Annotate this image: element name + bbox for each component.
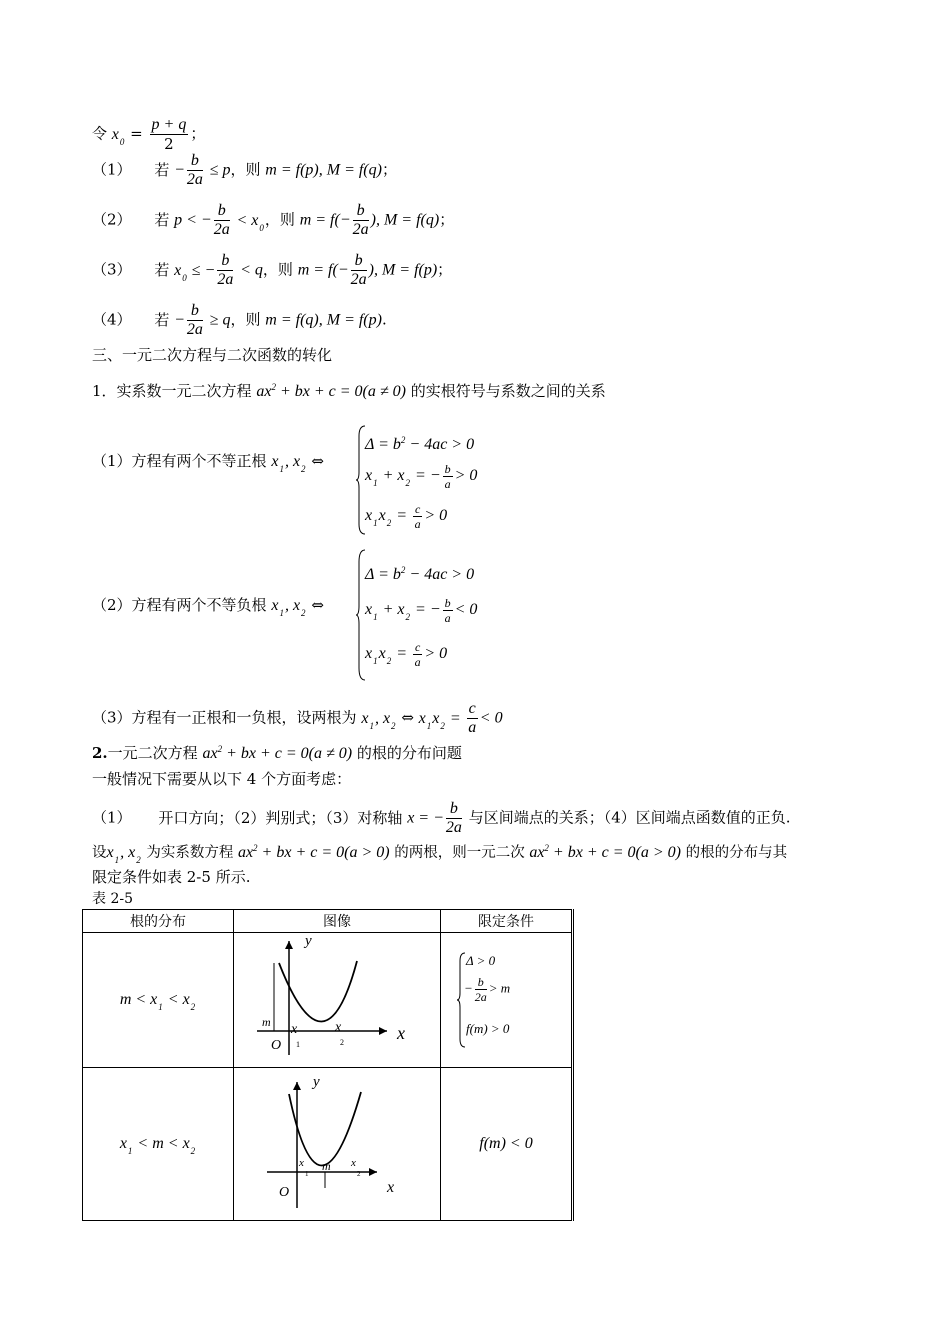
svg-text:x: x bbox=[397, 1023, 405, 1043]
svg-text:2: 2 bbox=[357, 1170, 361, 1178]
root-distribution-intro: 设$x_1$, $x_2$ 为实系数方程 $ax^2$ + bx + c = 0(a > 0) 的两根，则一元二次 $ax^2$ + bx + c = 0(a > 0) 的根的分布与其 bbox=[92, 843, 788, 865]
text-let: 令 bbox=[92, 124, 108, 143]
system-negative-roots: $\Delta = b^2 - 4ac > 0$ $x_1 + x_2$ = − $\frac{b}{a}$ < 0 $x_1x_2$ = $\frac{c}{a}$ > 0 bbox=[355, 548, 515, 682]
table-row bbox=[83, 933, 573, 1068]
svg-text:x: x bbox=[351, 1157, 356, 1169]
svg-text:m: m bbox=[322, 1159, 331, 1173]
table-row bbox=[83, 1068, 573, 1221]
svg-text:1: 1 bbox=[296, 1040, 300, 1049]
svg-text:1: 1 bbox=[305, 1170, 309, 1178]
section-3-heading: 三、一元二次方程与二次函数的转化 bbox=[92, 346, 333, 364]
svg-text:x: x bbox=[335, 1020, 342, 1035]
svg-text:2: 2 bbox=[340, 1038, 344, 1047]
condition-3: （3）方程有一正根和一负根，设两根为 $x_1$, $x_2$ ⇔ $x_1x_2$ = $\frac{c}{a}$ < 0 bbox=[92, 700, 503, 736]
table-header-row bbox=[83, 910, 573, 933]
graph-cell bbox=[234, 933, 441, 1068]
svg-text:x: x bbox=[299, 1157, 304, 1169]
graph-cell bbox=[234, 1068, 441, 1221]
condition-2: （2）方程有两个不等负根 $x_1$, $x_2$ ⇔ bbox=[92, 596, 324, 618]
case-4: （4） 若 − $\frac{b}{2a}$ ≥ q，则 m = f(q), M = f(p). bbox=[92, 302, 387, 338]
svg-text:O: O bbox=[271, 1038, 282, 1053]
condition-1: （1）方程有两个不等正根 $x_1$, $x_2$ ⇔ bbox=[92, 452, 324, 474]
subsection-2: 2.一元二次方程 $ax^2$ + bx + c = 0(a ≠ 0) 的根的分布问题 bbox=[92, 744, 462, 762]
conditions-cell: Δ > 0 − $\frac{b}{2a}$ > m f(m) > 0 bbox=[441, 933, 573, 1068]
general-note: 一般情况下需要从以下 4 个方面考虑： bbox=[92, 770, 352, 788]
case-3: （3） 若 $x_0$ ≤ − $\frac{b}{2a}$ < q，则 m = f(− $\frac{b}{2a}$ ), M = f(p)； bbox=[92, 252, 453, 288]
formula-x0: 令 $x_0$ = $\frac{p + q}{2}$ ； bbox=[92, 116, 206, 153]
subsection-1: 1．实系数一元二次方程 $ax^2$ + bx + c = 0(a ≠ 0) 的实根符号与系数之间的关系 bbox=[92, 382, 606, 400]
distribution-cell: $x_1 < m < x_2$ bbox=[83, 1068, 234, 1221]
svg-text:O: O bbox=[279, 1185, 290, 1200]
conditions-cell: f(m) < 0 bbox=[441, 1068, 573, 1221]
four-aspects: （1） 开口方向；（2）判别式；（3）对称轴 x = − $\frac{b}{2a}$ 与区间端点的关系；（4）区间端点函数值的正负. bbox=[92, 800, 791, 836]
table-intro: 限定条件如表 2-5 所示. bbox=[92, 868, 251, 886]
table-caption: 表 2-5 bbox=[92, 891, 133, 907]
parabola-graph-1 bbox=[237, 933, 437, 1063]
root-distribution-table bbox=[82, 909, 574, 1221]
system-positive-roots: $\Delta = b^2 - 4ac > 0$ $x_1 + x_2$ = − $\frac{b}{a}$ > 0 $x_1x_2$ = $\frac{c}{a}$ > 0 bbox=[355, 424, 495, 536]
svg-text:x: x bbox=[387, 1179, 395, 1196]
header-conditions: 限定条件 bbox=[441, 910, 573, 933]
svg-text:m: m bbox=[262, 1015, 271, 1029]
case-2: （2） 若 p < − $\frac{b}{2a}$ < $x_0$，则 m = f(− $\frac{b}{2a}$ ), M = f(q)； bbox=[92, 202, 455, 238]
header-distribution: 根的分布 bbox=[83, 910, 234, 933]
header-graph: 图像 bbox=[234, 910, 441, 933]
svg-text:x: x bbox=[291, 1022, 298, 1037]
parabola-graph-2 bbox=[237, 1068, 437, 1216]
svg-text:y: y bbox=[305, 933, 312, 949]
distribution-cell: $m < x_1 < x_2$ bbox=[83, 933, 234, 1068]
svg-text:y: y bbox=[313, 1074, 320, 1090]
case-1: （1） 若 − $\frac{b}{2a}$ ≤ p，则 m = f(p), M = f(q)； bbox=[92, 152, 397, 188]
